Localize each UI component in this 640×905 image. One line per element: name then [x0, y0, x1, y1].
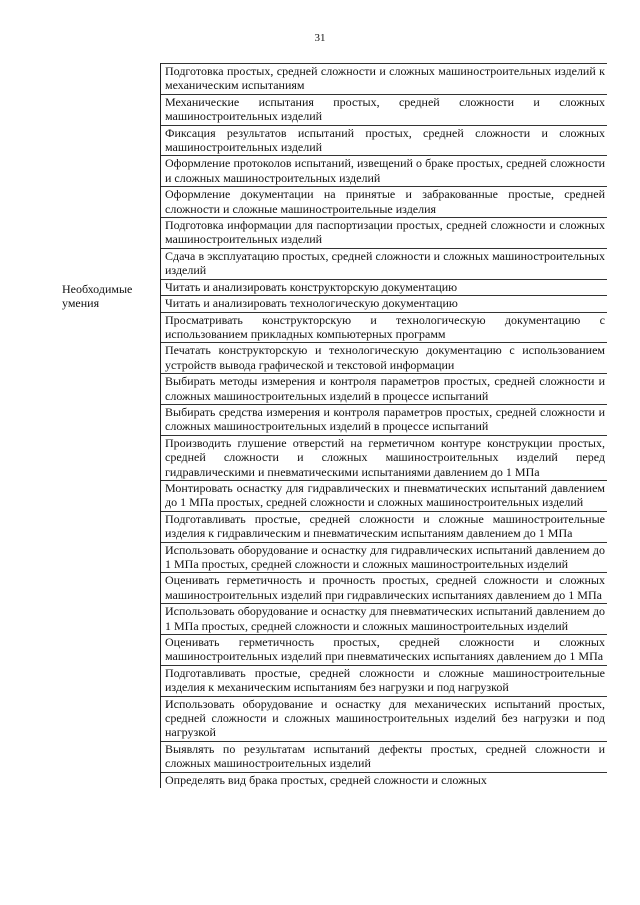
table-group-actions — [62, 63, 606, 280]
table-row: Оценивать герметичность простых, средней сложности и сложных машиностроительных изделий при пневматических испытаниях давлением до 1 МПа — [161, 635, 607, 666]
table-row: Выбирать средства измерения и контроля параметров простых, средней сложности и сложных машиностроительных изделий в процессе испытаний — [161, 405, 607, 436]
table-row: Подготавливать простые, средней сложности и сложные машиностроительные изделия к гидравлическим и пневматическим испытаниям давлением до 1 МПа — [161, 512, 607, 543]
table-row: Оформление документации на принятые и забракованные простые, средней сложности и сложные машиностроительные изделия — [161, 187, 607, 218]
table-row: Использовать оборудование и оснастку для пневматических испытаний давлением до 1 МПа простых, средней сложности и сложных машиностроительных изделий — [161, 604, 607, 635]
table-row: Выбирать методы измерения и контроля параметров простых, средней сложности и сложных машиностроительных изделий в процессе испытаний — [161, 374, 607, 405]
table-row: Просматривать конструкторскую и технологическую документацию с использованием прикладных компьютерных программ — [161, 313, 607, 344]
group-label — [62, 63, 160, 280]
table-row: Оформление протоколов испытаний, извещений о браке простых, средней сложности и сложных машиностроительных изделий — [161, 156, 607, 187]
table-row: Подготовка информации для паспортизации простых, средней сложности и сложных машиностроительных изделий — [161, 218, 607, 249]
table-row: Сдача в эксплуатацию простых, средней сложности и сложных машиностроительных изделий — [161, 249, 607, 280]
table-row: Читать и анализировать конструкторскую документацию — [161, 280, 607, 296]
table-group-skills — [62, 280, 606, 788]
table-row: Подготавливать простые, средней сложности и сложные машиностроительные изделия к механическим испытаниям без нагрузки и под нагрузкой — [161, 666, 607, 697]
table-row: Фиксация результатов испытаний простых, средней сложности и сложных машиностроительных изделий — [161, 126, 607, 157]
requirements-table — [62, 63, 606, 788]
page-number: 31 — [314, 32, 326, 44]
table-row: Читать и анализировать технологическую документацию — [161, 296, 607, 312]
table-row: Использовать оборудование и оснастку для механических испытаний простых, средней сложности и сложных машиностроительных изделий без нагрузки и под нагрузкой — [161, 697, 607, 742]
group-items — [160, 280, 607, 788]
table-row: Механические испытания простых, средней сложности и сложных машиностроительных изделий — [161, 95, 607, 126]
group-items — [160, 63, 607, 280]
table-row: Монтировать оснастку для гидравлических и пневматических испытаний давлением до 1 МПа простых, средней сложности и сложных машиностроительных изделий — [161, 481, 607, 512]
table-row: Определять вид брака простых, средней сложности и сложных — [165, 772, 487, 787]
table-row: Печатать конструкторскую и технологическую документацию с использованием устройств вывода графической и текстовой информации — [161, 343, 607, 374]
table-row: Производить глушение отверстий на герметичном контуре конструкции простых, средней сложности и сложных машиностроительных изделий перед гидравлическими и пневматическими испытаниями давлением до 1 МПа — [161, 436, 607, 481]
table-row: Использовать оборудование и оснастку для гидравлических испытаний давлением до 1 МПа простых, средней сложности и сложных машиностроительных изделий — [161, 543, 607, 574]
table-row: Оценивать герметичность и прочность простых, средней сложности и сложных машиностроительных изделий при гидравлических испытаниях давлением до 1 МПа — [161, 573, 607, 604]
table-row: Выявлять по результатам испытаний дефекты простых, средней сложности и сложных машиностроительных изделий — [161, 742, 607, 773]
table-row: Подготовка простых, средней сложности и сложных машиностроительных изделий к механическим испытаниям — [161, 63, 607, 95]
group-label: Необходимые умения — [62, 281, 133, 311]
